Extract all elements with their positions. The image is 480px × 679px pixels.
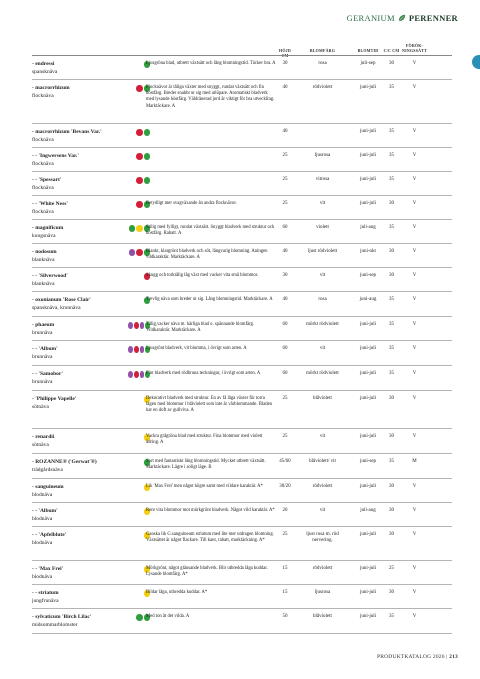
height-value: 45/60 — [279, 459, 291, 464]
flower-color-value: vit — [319, 273, 326, 278]
plant-description: Rent vita blommor mot mörkgrönt bladverk. Något vild karaktär. A* — [146, 508, 275, 513]
plant-name-cell — [32, 532, 127, 547]
plant-common-name: kungsnäva — [32, 232, 56, 239]
height-value: 30/20 — [279, 484, 291, 489]
plant-common-name: brunnäva — [32, 329, 53, 336]
spacing-value: 30 — [389, 590, 394, 595]
propagation-value: V — [412, 297, 417, 302]
red-dot-icon — [136, 177, 143, 184]
plant-name-cell — [32, 129, 127, 144]
propagation-value: V — [412, 61, 417, 66]
plant-description: Skugg och torktålig låg växt med vacker vita små blommor. — [146, 273, 259, 278]
plant-description: Ganska lik G.sanguineum striatum med lite mer utdragen blomning. Växtsättet är något flackare. Till kant, rabatt, marktäckning. A* — [146, 532, 274, 544]
propagation-value: V — [412, 396, 417, 401]
height-value: 15 — [282, 590, 288, 595]
spacing-value: 30 — [389, 508, 394, 513]
plant-common-name: flocknäva — [32, 160, 54, 167]
page-footer — [377, 654, 458, 660]
plant-name-cell — [32, 297, 127, 312]
green-dot-icon — [129, 225, 136, 232]
col-header-cc: C/C CM — [383, 48, 400, 53]
purple-dot-icon — [140, 371, 145, 378]
plant-name-cell — [32, 371, 127, 386]
red-dot-icon — [136, 153, 143, 160]
bloom-time-value: juni-juli — [359, 322, 377, 327]
purple-dot-icon — [140, 346, 145, 353]
plant-description: Bildar låga, utbredda kuddar. A* — [146, 590, 208, 595]
propagation-value: V — [412, 434, 417, 439]
plant-description: Dekorativt bladverk med struktur. En av få låga växter för torra lägen med blommor i blåviolett som inte är vårblommande. Bladen har en doft av gullviva. A — [146, 396, 273, 414]
height-value: 40 — [282, 129, 288, 134]
plant-description: Vackra grågröna blad med struktur. Fina blommor med violett ådring. A — [146, 434, 263, 446]
plant-description: Fint bladverk med rödbruna teckningar, i övrigt som arten. A — [146, 371, 261, 376]
plant-name-cell — [32, 273, 127, 288]
condition-icons — [128, 177, 150, 184]
propagation-value: V — [412, 484, 417, 489]
height-value: 25 — [282, 532, 288, 537]
plant-name-cell — [32, 508, 127, 523]
purple-dot-icon — [128, 346, 133, 353]
bloom-time-value: juni-juli — [359, 177, 377, 182]
flower-color-value: rödviolett — [312, 484, 333, 489]
plant-common-name: blodnäva — [32, 515, 53, 522]
height-value: 30 — [282, 61, 288, 66]
page-header — [0, 10, 480, 26]
plant-description: Blankt, klargrönt bladverk och söt, långvarig blomning. Aningen vildkaraktär. Marktäckare. A — [146, 249, 268, 261]
table-row — [32, 503, 452, 527]
table-row — [32, 220, 452, 244]
plant-name-cell — [32, 614, 127, 629]
plant-name: - 'Philippe Vapelle' — [32, 396, 77, 402]
plant-name: - macrorrhizum 'Bevans Var.' — [32, 129, 102, 135]
plant-name-cell — [32, 249, 127, 264]
green-dot-icon — [144, 177, 151, 184]
col-header-hojd: HÖJD — [279, 48, 291, 53]
col-header-forok: FÖRÖK- — [405, 43, 424, 48]
flower-color-value: rödviolett — [312, 85, 333, 90]
flower-color-value: blåviolett/ vit — [309, 459, 336, 464]
propagation-value: M — [412, 459, 417, 464]
propagation-value: V — [412, 614, 417, 619]
plant-description: Tålig,vacker näva m. härliga blad o. spännande blomfärg. Vildkaraktär. Marktäckare. A — [146, 322, 255, 334]
red-dot-icon — [136, 249, 143, 256]
plant-name: - - 'Samobor' — [32, 371, 63, 377]
propagation-value: V — [412, 177, 417, 182]
plant-common-name: brunnäva — [32, 353, 53, 360]
spacing-value: 30 — [389, 61, 394, 66]
plant-name-cell — [32, 225, 127, 240]
bloom-time-value: juni-juli — [359, 434, 377, 439]
plant-name-cell — [32, 346, 127, 361]
plant-description: Betydligt mer svagväxande än andra flocknävor. — [146, 201, 237, 206]
plant-name: - magnificum — [32, 225, 64, 231]
bloom-time-value: juli-aug — [360, 225, 376, 230]
green-dot-icon — [144, 129, 151, 136]
table-row — [32, 429, 452, 454]
table-row — [32, 268, 452, 292]
height-value: 25 — [282, 434, 288, 439]
bloom-time-value: juni-juli — [359, 346, 377, 351]
purple-dot-icon — [128, 371, 133, 378]
bloom-time-value: juni-juli — [359, 129, 377, 134]
propagation-value: V — [412, 85, 417, 90]
plant-name: - nodosum — [32, 249, 57, 255]
bloom-time-value: juni-okt — [360, 249, 376, 254]
plant-description: Ljusgrönt bladverk, vit blomma, i övrigt som arten. A — [146, 346, 247, 351]
plant-name: - - 'Album' — [32, 508, 58, 514]
purple-dot-icon — [129, 249, 136, 256]
spacing-value: 35 — [389, 297, 394, 302]
propagation-value: V — [412, 201, 417, 206]
red-dot-icon — [134, 371, 139, 378]
leaf-icon — [398, 14, 406, 22]
plant-common-name: flocknäva — [32, 92, 54, 99]
table-row — [32, 341, 452, 366]
spacing-value: 30 — [389, 532, 394, 537]
plant-common-name: brunnäva — [32, 378, 53, 385]
header-title — [347, 13, 458, 23]
propagation-value: V — [412, 346, 417, 351]
propagation-value: V — [412, 225, 417, 230]
bloom-time-value: juni-juli — [359, 566, 377, 571]
spacing-value: 35 — [389, 459, 394, 464]
propagation-value: V — [412, 249, 417, 254]
plant-name: - oxonianum 'Rose Clair' — [32, 297, 91, 303]
table-row — [32, 80, 452, 124]
propagation-value: V — [412, 590, 417, 595]
bloom-time-value: juli-aug — [360, 508, 376, 513]
table-row — [32, 391, 452, 429]
propagation-value: V — [412, 508, 417, 513]
table-row — [32, 172, 452, 196]
spacing-value: 35 — [389, 129, 394, 134]
propagation-value: V — [412, 153, 417, 158]
plant-name: - renardii — [32, 434, 55, 440]
plant-common-name: blanknäva — [32, 256, 55, 263]
flower-color-value: ljust rödviolett — [307, 249, 338, 254]
flower-color-value: ljust rosa m. röd nervering. — [306, 532, 339, 544]
plant-name-cell — [32, 177, 127, 192]
plant-description: Ljusgröna blad, utbrett växtsätt och lång blomningstid. Täcker bra. A — [146, 61, 276, 66]
bloom-time-value: juni-juli — [359, 590, 377, 595]
spacing-value: 25 — [389, 566, 394, 571]
plant-name: - ROZANNE® ('Gerwat'®) — [32, 459, 97, 465]
col-header-ningssatt: NINGSSÄTT — [402, 48, 427, 53]
page-number: 213 — [449, 654, 458, 660]
height-value: 50 — [282, 614, 288, 619]
flower-color-value: ljusrosa — [314, 153, 331, 158]
spacing-value: 35 — [389, 346, 394, 351]
plant-name-cell — [32, 566, 127, 581]
section-tab — [472, 55, 480, 69]
plant-name-cell — [32, 61, 127, 76]
plant-name-cell — [32, 459, 127, 474]
spacing-value: 35 — [389, 322, 394, 327]
red-dot-icon — [136, 85, 143, 92]
flower-color-value: vitrosa — [315, 177, 330, 182]
table-row — [32, 148, 452, 172]
plant-name: - - 'Spessart' — [32, 177, 62, 183]
flower-color-value: rödviolett — [312, 566, 333, 571]
flower-color-value: vit — [319, 434, 326, 439]
table-row — [32, 585, 452, 609]
height-value: 15 — [282, 566, 288, 571]
plant-name-cell — [32, 201, 127, 216]
spacing-value: 30 — [389, 273, 394, 278]
footer-separator: | — [446, 654, 448, 660]
spacing-value: 35 — [389, 371, 394, 376]
spacing-value: 30 — [389, 484, 394, 489]
plant-description: Mörkgrönt, något glänsande bladverk. Blir utbredda låga kuddar. Lysande blomfärg. A* — [146, 566, 268, 578]
plant-name-cell — [32, 484, 127, 499]
plant-name-cell — [32, 396, 127, 411]
propagation-value: V — [412, 371, 417, 376]
plant-common-name: blanknäva — [32, 280, 55, 287]
plant-name: - - striatum — [32, 590, 59, 596]
height-value: 60 — [282, 322, 288, 327]
plant-common-name: flocknäva — [32, 136, 54, 143]
plant-name: - sylvaticum 'Birch Lilac' — [32, 614, 92, 620]
flower-color-value: vit — [319, 508, 326, 513]
purple-dot-icon — [128, 322, 133, 329]
bloom-time-value: juni-juli — [359, 396, 377, 401]
spacing-value: 30 — [389, 249, 394, 254]
spacing-value: 35 — [389, 177, 394, 182]
table-row — [32, 124, 452, 148]
bloom-time-value: juni-sep — [359, 273, 377, 278]
table-row — [32, 317, 452, 341]
spacing-value: 35 — [389, 225, 394, 230]
purple-dot-icon — [140, 322, 145, 329]
bloom-time-value: juni-juli — [359, 532, 377, 537]
table-row — [32, 56, 452, 80]
flower-color-value: mörkt rödviolett — [306, 322, 339, 327]
col-header-blomfarg: BLOMFÄRG — [309, 48, 336, 53]
green-dot-icon — [144, 153, 151, 160]
bloom-time-value: juni-juli — [359, 371, 377, 376]
plant-name-cell — [32, 322, 127, 337]
plant-name: - phaeum — [32, 322, 55, 328]
green-dot-icon — [136, 614, 143, 621]
flower-color-value: vit — [319, 346, 326, 351]
flower-color-value: blåviolett — [313, 614, 332, 619]
table-row — [32, 454, 452, 479]
plant-common-name: blodnäva — [32, 491, 53, 498]
bloom-time-value: juli-sep — [360, 61, 376, 66]
plant-description: Med ton åt det vilda. A — [146, 614, 190, 619]
plant-common-name: blodnäva — [32, 539, 53, 546]
plant-common-name: jungfrunäva — [32, 597, 59, 604]
bloom-time-value: juni-juli — [359, 484, 377, 489]
flower-color-value: violett — [316, 225, 329, 230]
plant-common-name: midsommarblomster — [32, 621, 78, 628]
footer-label: PRODUKTKATALOG 2026 — [376, 654, 445, 660]
condition-icons — [128, 153, 150, 160]
plant-name-cell — [32, 590, 127, 605]
plant-name: - - 'Ingwersens Var.' — [32, 153, 79, 159]
table-row — [32, 527, 452, 561]
propagation-value: V — [412, 532, 417, 537]
height-value: 60 — [282, 371, 288, 376]
propagation-value: V — [412, 566, 417, 571]
spacing-value: 35 — [389, 614, 394, 619]
height-value: 40 — [282, 297, 288, 302]
height-value: 30 — [282, 273, 288, 278]
plant-common-name: spansknäva, kronnäva — [32, 304, 81, 311]
spacing-value: 30 — [389, 434, 394, 439]
propagation-value: V — [412, 129, 417, 134]
spacing-value: 35 — [389, 153, 394, 158]
plant-name-cell — [32, 434, 127, 449]
plant-description: Flocknävor är tåliga växter med snyggt, rundat växtsätt och fin höstfärg. Breder snabbt ut sig med utlöpare. Aromatiskt bladverk med lysande höstfärg. Väldränerad jord är viktigt för bra utveckling. Marktäckare. A — [146, 85, 275, 109]
header-category: GERANIUM — [346, 13, 395, 23]
yellow-dot-icon — [136, 225, 143, 232]
header-section: PERENNER — [408, 13, 458, 23]
plant-name: - - 'Apfelblute' — [32, 532, 67, 538]
height-value: 60 — [282, 346, 288, 351]
plant-common-name: flocknäva — [32, 184, 54, 191]
red-dot-icon — [134, 322, 139, 329]
condition-icons — [128, 129, 150, 136]
flower-color-value: blåviolett — [313, 396, 332, 401]
plant-common-name: blodnäva — [32, 573, 53, 580]
plant-name: - - 'Silverwood' — [32, 273, 68, 279]
plant-name-cell — [32, 85, 127, 100]
plant-description: Stilig med fylligt, rundat växtsätt. Snyggt bladverk med struktur och höstfärg. Rabatt. A — [146, 225, 275, 237]
spacing-value: 35 — [389, 85, 394, 90]
red-dot-icon — [136, 129, 143, 136]
flower-color-value: rosa — [318, 61, 327, 66]
flower-color-value: vit — [319, 201, 326, 206]
table-row — [32, 561, 452, 585]
table-row — [32, 292, 452, 317]
plant-common-name: trädgårdsnäva — [32, 466, 63, 473]
flower-color-value: mörkt rödviolett — [306, 371, 339, 376]
bloom-time-value: juni-juli — [359, 201, 377, 206]
bloom-time-value: juni-aug — [359, 297, 377, 302]
bloom-time-value: juni-juli — [359, 85, 377, 90]
plant-name-cell — [32, 153, 127, 168]
plant-common-name: flocknäva — [32, 208, 54, 215]
col-header-blomtid: BLOMTID — [357, 48, 379, 53]
propagation-value: V — [412, 322, 417, 327]
plant-name: - - 'White Ness' — [32, 201, 68, 207]
flower-color-value: ljusrosa — [314, 590, 331, 595]
bloom-time-value: juni-sep — [359, 459, 377, 464]
table-row — [32, 609, 452, 634]
height-value: 25 — [282, 396, 288, 401]
plant-name: - endressi — [32, 61, 55, 67]
table-row — [32, 196, 452, 220]
plant-name: - sanguineum — [32, 484, 64, 490]
bloom-time-value: juni-juli — [359, 153, 377, 158]
plant-common-name: sötnäva — [32, 403, 49, 410]
spacing-value: 30 — [389, 201, 394, 206]
height-value: 40 — [282, 85, 288, 90]
height-value: 25 — [282, 177, 288, 182]
red-dot-icon — [136, 201, 143, 208]
bloom-time-value: juni-juli — [359, 614, 377, 619]
height-value: 40 — [282, 249, 288, 254]
plant-common-name: sötnäva — [32, 441, 49, 448]
plant-common-name: spansknäva — [32, 68, 58, 75]
red-dot-icon — [134, 346, 139, 353]
plant-description: Lik 'Max Frei' men något högre samt med vildare karaktär. A* — [146, 484, 263, 489]
plant-description: Sort med fantastiskt lång blomningstid. Mycket utbrett växtsätt. Marktäckare. Lägre i soligt läge. B — [146, 459, 266, 471]
height-value: 60 — [282, 225, 288, 230]
plant-name: - macrorrhizum — [32, 85, 70, 91]
table-row — [32, 479, 452, 503]
height-value: 25 — [282, 153, 288, 158]
spacing-value: 30 — [389, 396, 394, 401]
flower-color-value: rosa — [318, 297, 327, 302]
table-row — [32, 366, 452, 391]
height-value: 25 — [282, 201, 288, 206]
plant-description: Trevlig näva som breder ut sig. Lång blomningstid. Marktäckare. A — [146, 297, 273, 302]
plant-name: - - 'Max Frei' — [32, 566, 64, 572]
table-row — [32, 244, 452, 268]
propagation-value: V — [412, 273, 417, 278]
height-value: 20 — [282, 508, 288, 513]
plant-name: - - 'Album' — [32, 346, 58, 352]
